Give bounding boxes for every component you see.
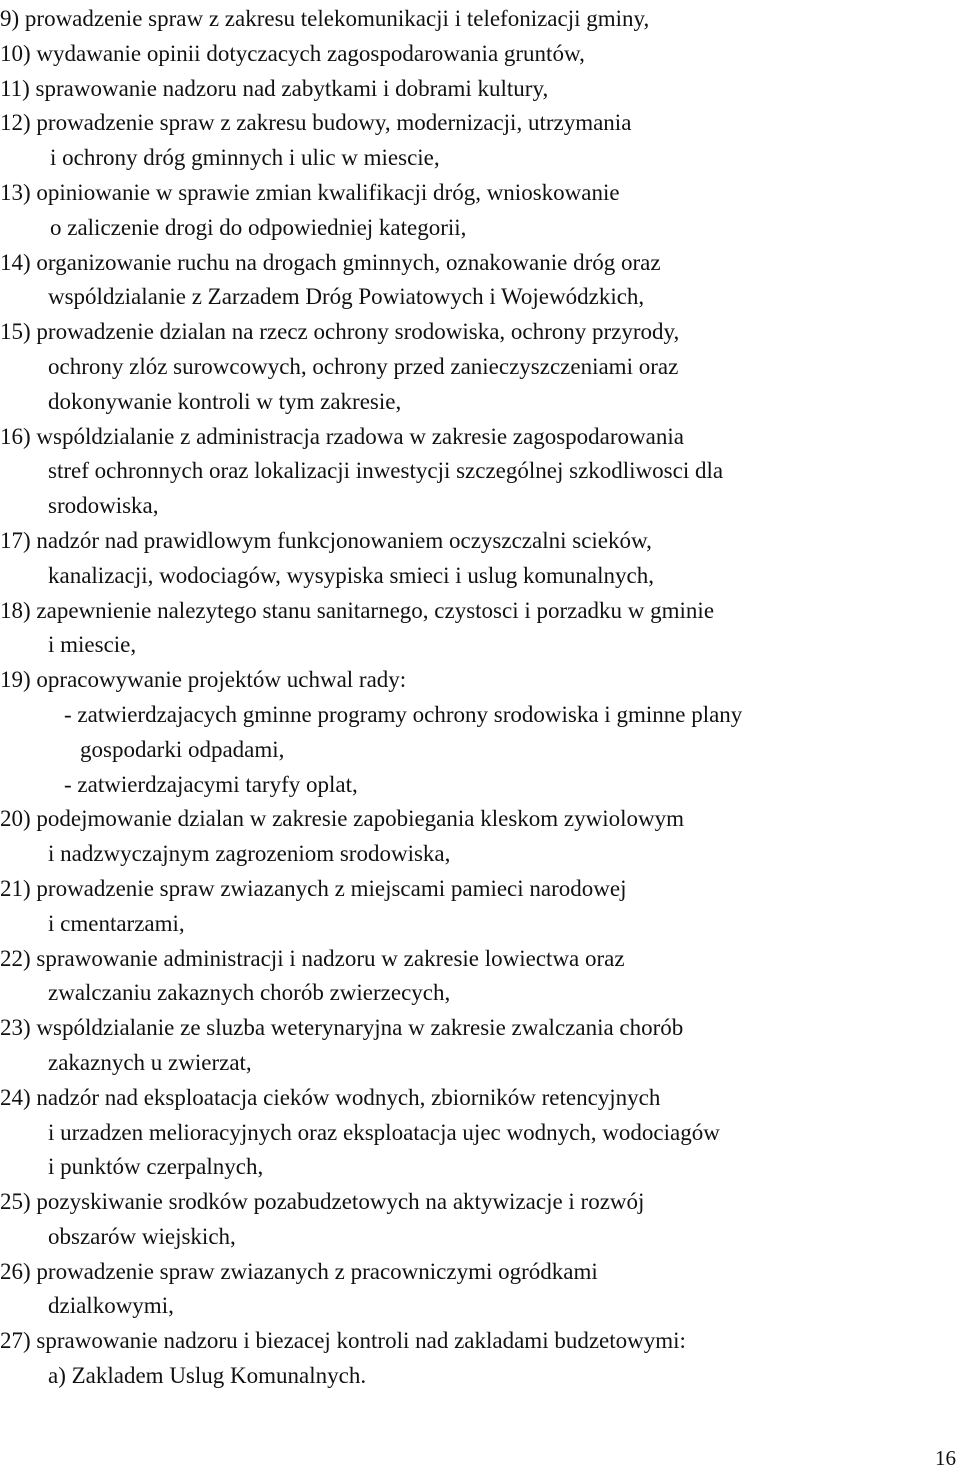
list-item-14: 14) organizowanie ruchu na drogach gminnych, oznakowanie dróg oraz <box>0 249 661 275</box>
list-item-19-subitem: - zatwierdzajacymi taryfy oplat, <box>64 771 358 797</box>
list-item-19-subitem-continuation: gospodarki odpadami, <box>80 736 285 762</box>
list-item-10: 10) wydawanie opinii dotyczacych zagospodarowania gruntów, <box>0 40 585 66</box>
list-item-14-continuation: wspóldzialanie z Zarzadem Dróg Powiatowych i Wojewódzkich, <box>48 284 645 310</box>
list-item-11: 11) sprawowanie nadzoru nad zabytkami i dobrami kultury, <box>0 75 549 101</box>
list-item-15-continuation: ochrony zlóz surowcowych, ochrony przed zanieczyszczeniami oraz <box>48 353 679 379</box>
list-item-19-subitem: - zatwierdzajacych gminne programy ochrony srodowiska i gminne plany <box>64 701 743 727</box>
list-item-17-continuation: kanalizacji, wodociagów, wysypiska smieci i uslug komunalnych, <box>48 562 654 588</box>
list-item-24-continuation: i urzadzen melioracyjnych oraz eksploatacja ujec wodnych, wodociagów <box>48 1119 720 1145</box>
page-number: 16 <box>935 1446 956 1470</box>
list-item-22: 22) sprawowanie administracji i nadzoru w zakresie lowiectwa oraz <box>0 945 625 971</box>
list-item-16: 16) wspóldzialanie z administracja rzadowa w zakresie zagospodarowania <box>0 423 684 449</box>
list-item-27: 27) sprawowanie nadzoru i biezacej kontroli nad zakladami budzetowymi: <box>0 1328 686 1354</box>
list-item-26: 26) prowadzenie spraw zwiazanych z pracowniczymi ogródkami <box>0 1258 598 1284</box>
list-item-13-continuation: o zaliczenie drogi do odpowiedniej kategorii, <box>50 214 467 240</box>
list-item-16-continuation: stref ochronnych oraz lokalizacji inwestycji szczególnej szkodliwosci dla <box>48 458 724 484</box>
list-item-13: 13) opiniowanie w sprawie zmian kwalifikacji dróg, wnioskowanie <box>0 179 620 205</box>
list-item-21: 21) prowadzenie spraw zwiazanych z miejscami pamieci narodowej <box>0 875 627 901</box>
list-item-24-continuation: i punktów czerpalnych, <box>48 1154 264 1180</box>
list-item-16-continuation: srodowiska, <box>48 493 159 519</box>
list-item-23-continuation: zakaznych u zwierzat, <box>48 1049 252 1075</box>
list-item-22-continuation: zwalczaniu zakaznych chorób zwierzecych, <box>48 980 451 1006</box>
list-item-15: 15) prowadzenie dzialan na rzecz ochrony srodowiska, ochrony przyrody, <box>0 319 680 345</box>
list-item-18-continuation: i miescie, <box>48 632 137 658</box>
list-item-23: 23) wspóldzialanie ze sluzba weterynaryjna w zakresie zwalczania chorób <box>0 1015 684 1041</box>
list-item-21-continuation: i cmentarzami, <box>48 910 185 936</box>
list-item-12-continuation: i ochrony dróg gminnych i ulic w miescie, <box>50 145 440 171</box>
list-item-25: 25) pozyskiwanie srodków pozabudzetowych na aktywizacje i rozwój <box>0 1189 645 1215</box>
list-item-17: 17) nadzór nad prawidlowym funkcjonowaniem oczyszczalni scieków, <box>0 527 652 553</box>
list-item-27-subitem: a) Zakladem Uslug Komunalnych. <box>48 1363 367 1389</box>
list-item-25-continuation: obszarów wiejskich, <box>48 1223 236 1249</box>
list-item-9: 9) prowadzenie spraw z zakresu telekomunikacji i telefonizacji gminy, <box>0 6 650 31</box>
list-item-26-continuation: dzialkowymi, <box>48 1293 174 1319</box>
list-item-18: 18) zapewnienie nalezytego stanu sanitarnego, czystosci i porzadku w gminie <box>0 597 715 623</box>
list-item-19: 19) opracowywanie projektów uchwal rady: <box>0 667 407 693</box>
list-item-20: 20) podejmowanie dzialan w zakresie zapobiegania kleskom zywiolowym <box>0 806 685 832</box>
list-item-20-continuation: i nadzwyczajnym zagrozeniom srodowiska, <box>48 841 451 867</box>
document-body <box>0 2 960 1394</box>
list-item-15-continuation: dokonywanie kontroli w tym zakresie, <box>48 388 402 414</box>
list-item-12: 12) prowadzenie spraw z zakresu budowy, modernizacji, utrzymania <box>0 110 632 136</box>
list-item-24: 24) nadzór nad eksploatacja cieków wodnych, zbiorników retencyjnych <box>0 1084 661 1110</box>
